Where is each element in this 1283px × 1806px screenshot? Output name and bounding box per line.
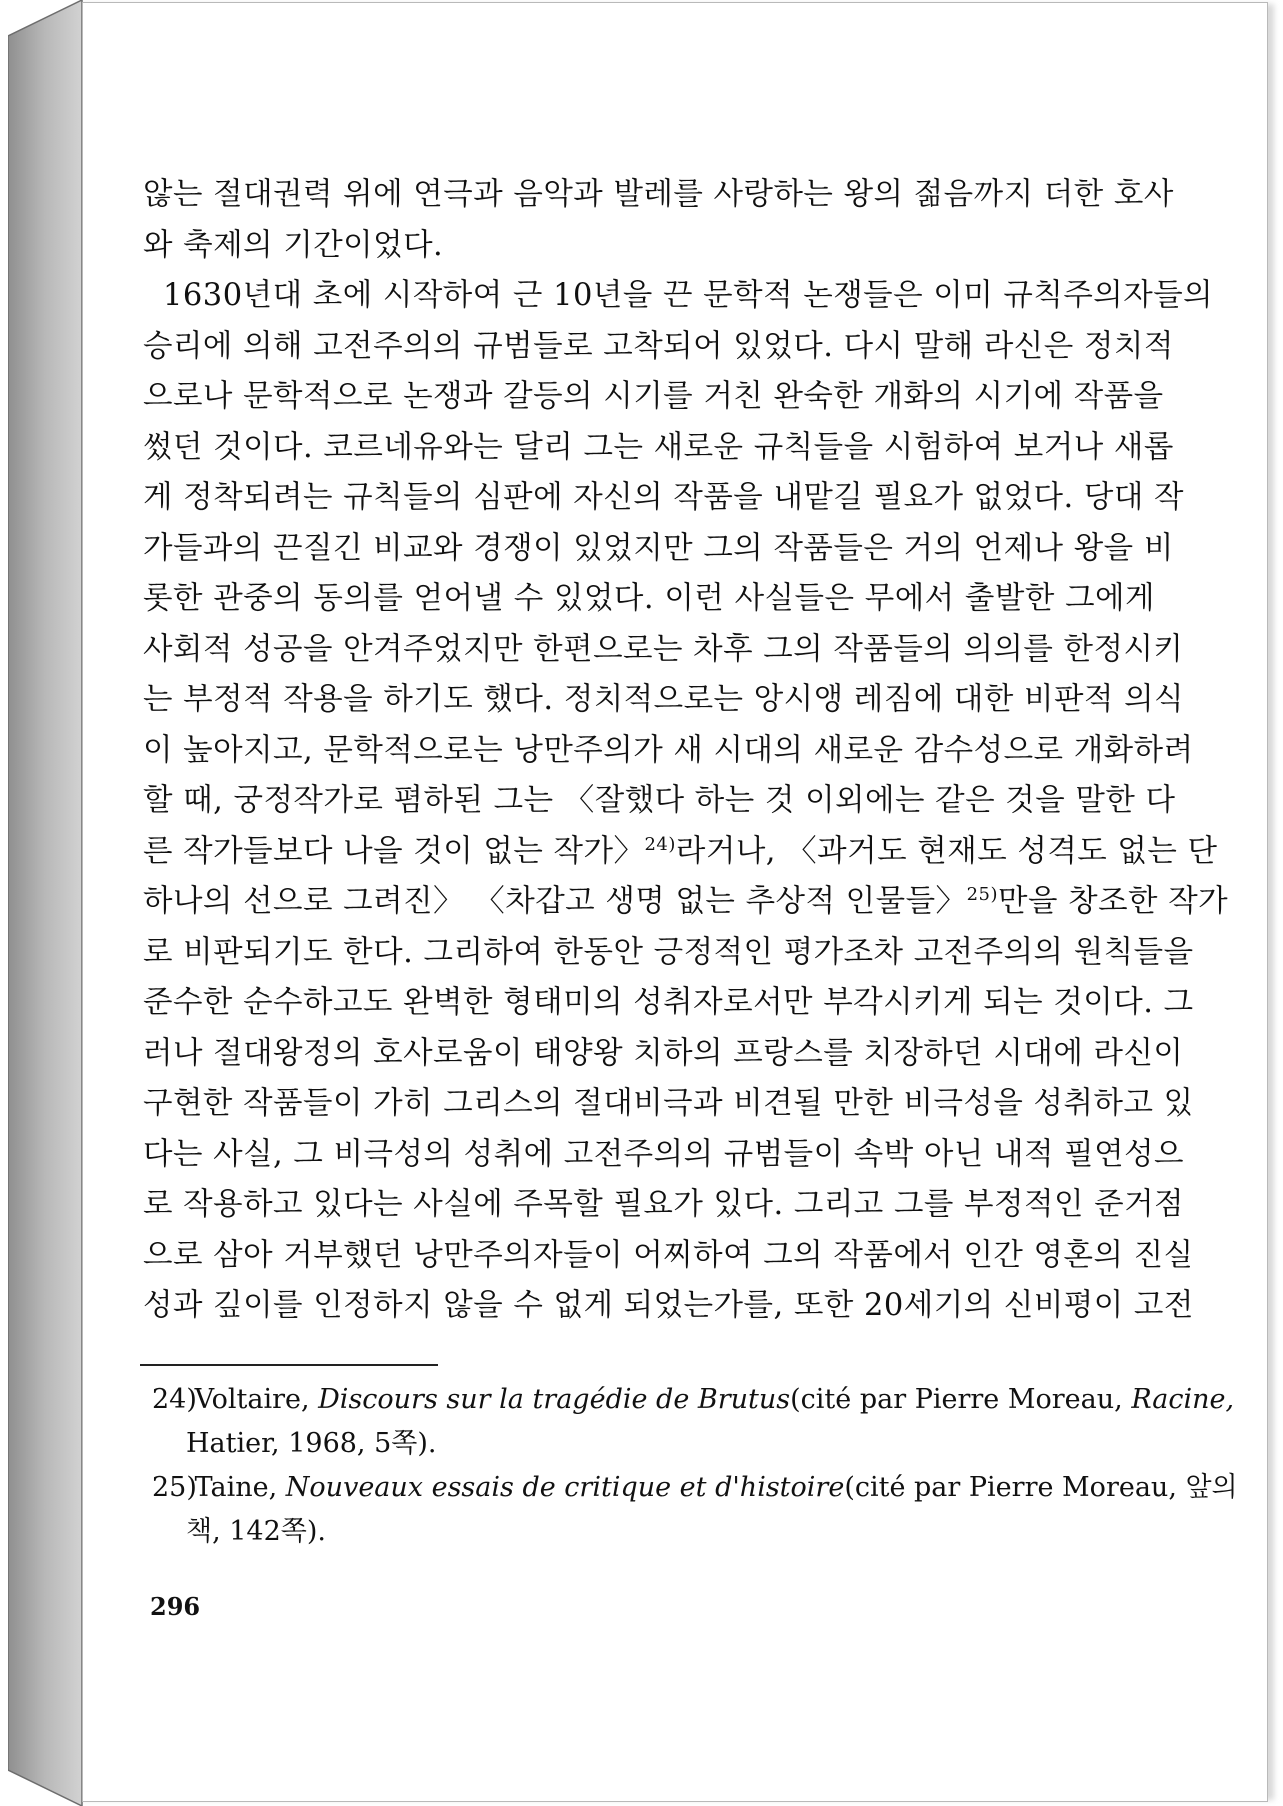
body-line-part: 만을 창조한 작가 xyxy=(998,884,1229,919)
body-line: 와 축제의 기간이었다. xyxy=(143,227,444,263)
body-line: 성과 깊이를 인정하지 않을 수 없게 되었는가를, 또한 20세기의 신비평이 고전 xyxy=(143,1288,1194,1323)
footnote-title: Discours sur la tragédie de Brutus xyxy=(318,1384,791,1415)
footnote-24-cont: Hatier, 1968, 5쪽). xyxy=(186,1428,437,1459)
body-line-part: 른 작가들보다 나을 것이 없는 작가〉 xyxy=(143,833,645,869)
body-line xyxy=(143,827,1218,878)
body-line: 않는 절대권력 위에 연극과 음악과 발레를 사랑하는 왕의 젊음까지 더한 호사 xyxy=(143,177,1174,212)
body-line: 으로 삼아 거부했던 낭만주의자들이 어찌하여 그의 작품에서 인간 영혼의 진실 xyxy=(143,1237,1194,1273)
footnote-number: 25) xyxy=(152,1472,197,1503)
page-number: 296 xyxy=(150,1592,201,1621)
body-line-part: 하나의 선으로 그려진〉 〈차갑고 생명 없는 추상적 인물들〉 xyxy=(143,884,967,919)
body-line: 는 부정적 작용을 하기도 했다. 정치적으로는 앙시앵 레짐에 대한 비판적 의식 xyxy=(143,682,1184,717)
body-line: 다는 사실, 그 비극성의 성취에 고전주의의 규범들이 속박 아닌 내적 필연성으 xyxy=(143,1136,1184,1172)
body-line-part: 라거나, 〈과거도 현재도 성격도 없는 단 xyxy=(675,833,1218,869)
footnote-25 xyxy=(152,1466,1238,1510)
body-line: 할 때, 궁정작가로 폄하된 그는 〈잘했다 하는 것 이외에는 같은 것을 말한 다 xyxy=(143,783,1176,818)
footnote-ref-24[interactable]: 24) xyxy=(644,833,676,855)
body-line: 이 높아지고, 문학적으로는 낭만주의가 새 시대의 새로운 감수성으로 개화하려 xyxy=(143,732,1194,768)
body-line: 러나 절대왕정의 호사로움이 태양왕 치하의 프랑스를 치장하던 시대에 라신이 xyxy=(143,1035,1184,1071)
body-line: 로 비판되기도 한다. 그리하여 한동안 긍정적인 평가조차 고전주의의 원칙들을 xyxy=(143,934,1194,970)
footnote-25-cont: 책, 142쪽). xyxy=(186,1516,326,1547)
body-line: 로 작용하고 있다는 사실에 주목할 필요가 있다. 그리고 그를 부정적인 준거점 xyxy=(143,1187,1184,1222)
footnote-24 xyxy=(152,1378,1235,1422)
book-spine xyxy=(8,0,88,1806)
footnote-title: Nouveaux essais de critique et d'histoire xyxy=(285,1472,845,1503)
footnote-citation: (cité par Pierre Moreau, xyxy=(790,1384,1123,1415)
body-line xyxy=(143,877,1229,928)
body-line: 썼던 것이다. 코르네유와는 달리 그는 새로운 규칙들을 시험하여 보거나 새롭 xyxy=(143,429,1174,465)
footnote-author: Voltaire, xyxy=(194,1384,310,1415)
body-line: 롯한 관중의 동의를 얻어낼 수 있었다. 이런 사실들은 무에서 출발한 그에게 xyxy=(143,581,1155,616)
body-line: 게 정착되려는 규칙들의 심판에 자신의 작품을 내맡길 필요가 없었다. 당대 작 xyxy=(143,480,1184,515)
footnote-divider xyxy=(140,1364,438,1366)
body-line: 으로나 문학적으로 논쟁과 갈등의 시기를 거친 완숙한 개화의 시기에 작품을 xyxy=(143,379,1164,414)
body-line: 가들과의 끈질긴 비교와 경쟁이 있었지만 그의 작품들은 거의 언제나 왕을 비 xyxy=(143,530,1174,566)
footnote-citation: (cité par Pierre Moreau, 앞의 xyxy=(844,1472,1238,1503)
body-line: 승리에 의해 고전주의의 규범들로 고착되어 있었다. 다시 말해 라신은 정치적 xyxy=(143,328,1174,364)
footnote-title: Racine, xyxy=(1131,1384,1235,1415)
footnote-author: Taine, xyxy=(194,1472,278,1503)
body-line: 1630년대 초에 시작하여 근 10년을 끈 문학적 논쟁들은 이미 규칙주의자들의 xyxy=(163,278,1214,313)
body-line: 사회적 성공을 안겨주었지만 한편으로는 차후 그의 작품들의 의의를 한정시키 xyxy=(143,631,1184,667)
body-line: 구현한 작품들이 가히 그리스의 절대비극과 비견될 만한 비극성을 성취하고 있 xyxy=(143,1086,1194,1121)
footnote-ref-25[interactable]: 25) xyxy=(966,883,998,905)
body-line: 준수한 순수하고도 완벽한 형태미의 성취자로서만 부각시키게 되는 것이다. 그 xyxy=(143,985,1194,1020)
body-text xyxy=(143,170,1229,1332)
footnotes xyxy=(152,1378,1238,1554)
footnote-number: 24) xyxy=(152,1384,197,1415)
